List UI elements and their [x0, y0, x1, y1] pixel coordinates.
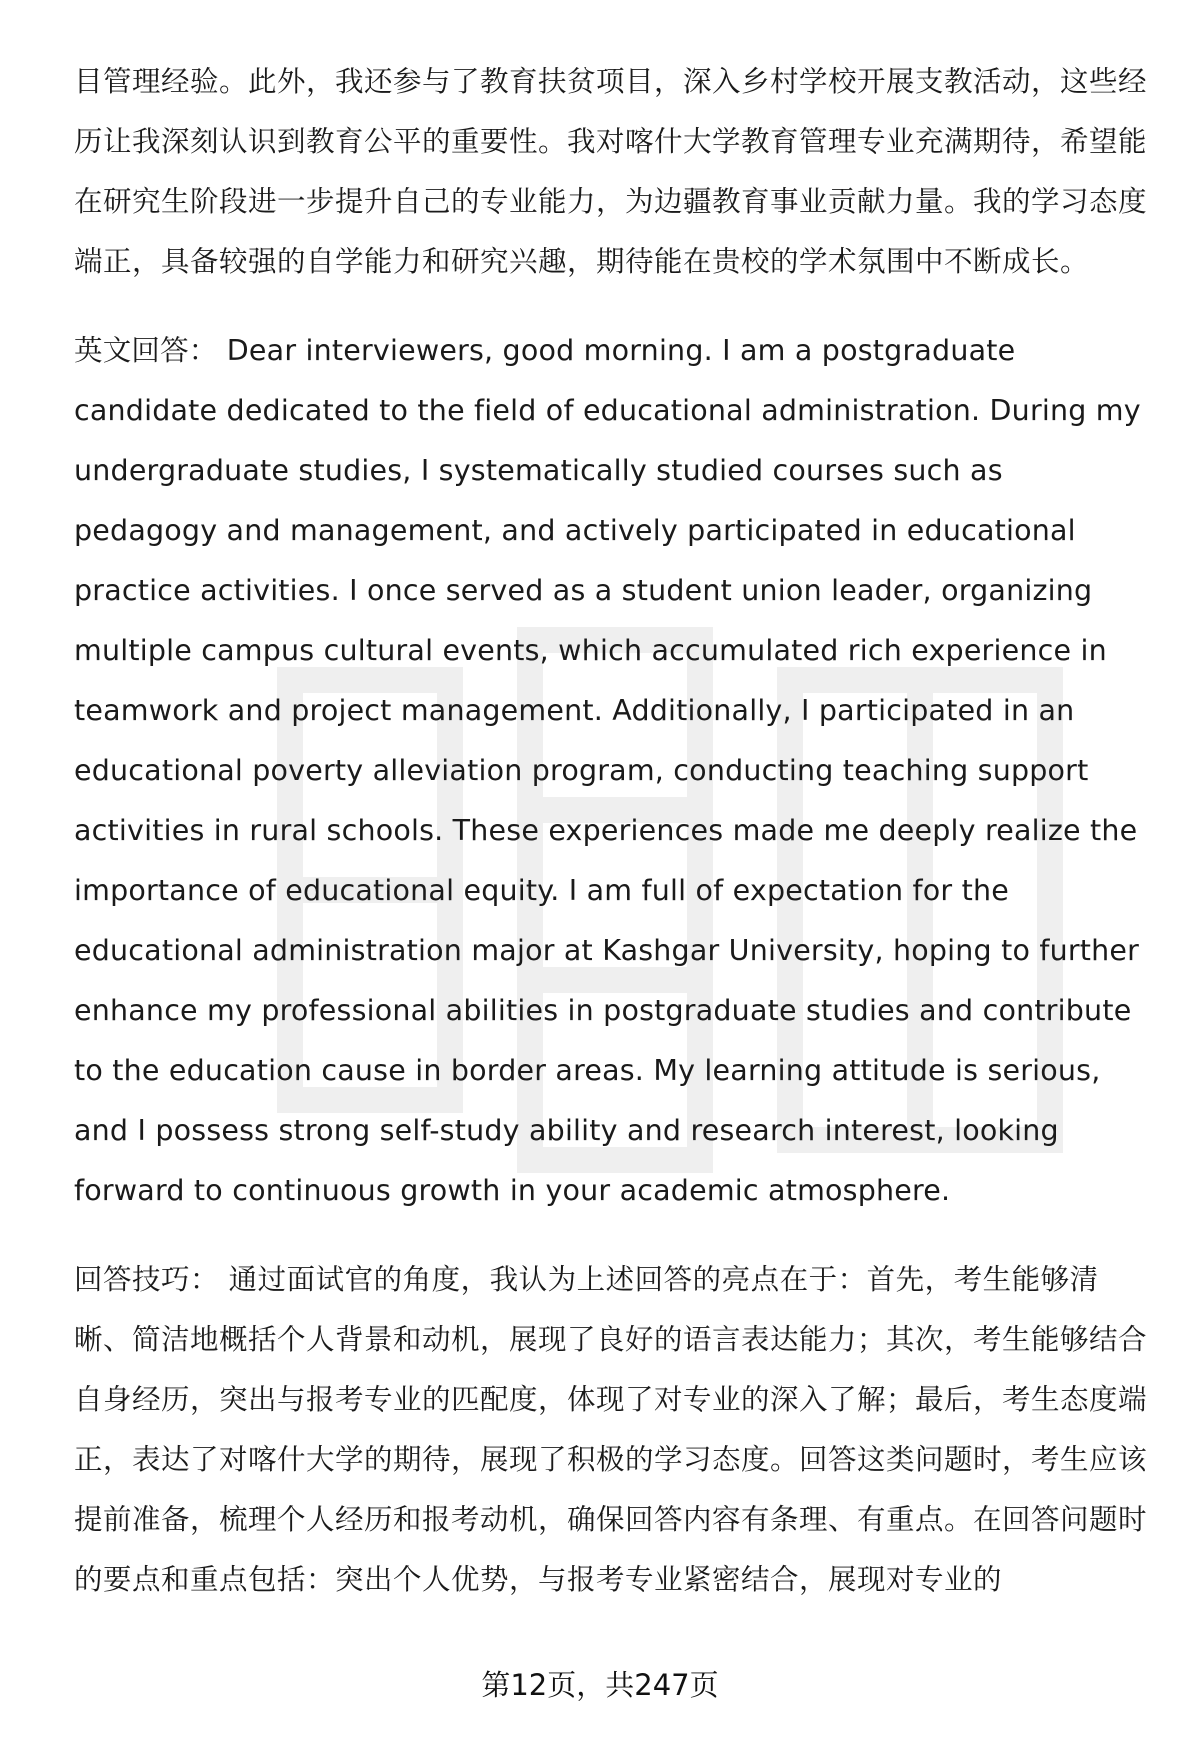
intro-continuation-paragraph: 目管理经验。此外，我还参与了教育扶贫项目，深入乡村学校开展支教活动，这些经历让我深刻认识到教育公平的重要性。我对喀什大学教育管理专业充满期待，希望能在研究生阶段进一步提升自己的专业能力，为边疆教育事业贡献力量。我的学习态度端正，具备较强的自学能力和研究兴趣，期待能在贵校的学术氛围中不断成长。	[74, 65, 1148, 278]
answer-tips-text: 通过面试官的角度，我认为上述回答的亮点在于：首先，考生能够清晰、简洁地概括个人背景和动机，展现了良好的语言表达能力；其次，考生能够结合自身经历，突出与报考专业的匹配度，体现了对专业的深入了解；最后，考生态度端正，表达了对喀什大学的期待，展现了积极的学习态度。回答这类问题时，考生应该提前准备，梳理个人经历和报考动机，确保回答内容有条理、有重点。在回答问题时的要点和重点包括：突出个人优势，与报考专业紧密结合，展现对专业的	[74, 1263, 1148, 1596]
answer-tips-paragraph	[74, 1250, 1154, 1610]
english-answer-label: 英文回答：	[74, 334, 218, 367]
english-answer-text: Dear interviewers, good morning. I am a postgraduate candidate dedicated to the field of educational administration. During my undergraduate studies, I systematically studied courses such as pedagogy and management, and actively participated in educational practice activities. I once served as a student union leader, organizing multiple campus cultural events, which accumulated rich experience in teamwork and project management. Additionally, I participated in an educational poverty alleviation program, conducting teaching support activities in rural schools. These experiences made me deeply realize the importance of educational equity. I am full of expectation for the educational administration major at Kashgar University, hoping to further enhance my professional abilities in postgraduate studies and contribute to the education cause in border areas. My learning attitude is serious, and I possess strong self-study ability and research interest, looking forward to continuous growth in your academic atmosphere.	[74, 334, 1141, 1207]
document-body	[74, 52, 1154, 1610]
answer-tips-label: 回答技巧：	[74, 1263, 220, 1296]
page-number-footer: 第12页，共247页	[481, 1668, 719, 1702]
english-answer-paragraph	[74, 321, 1154, 1221]
